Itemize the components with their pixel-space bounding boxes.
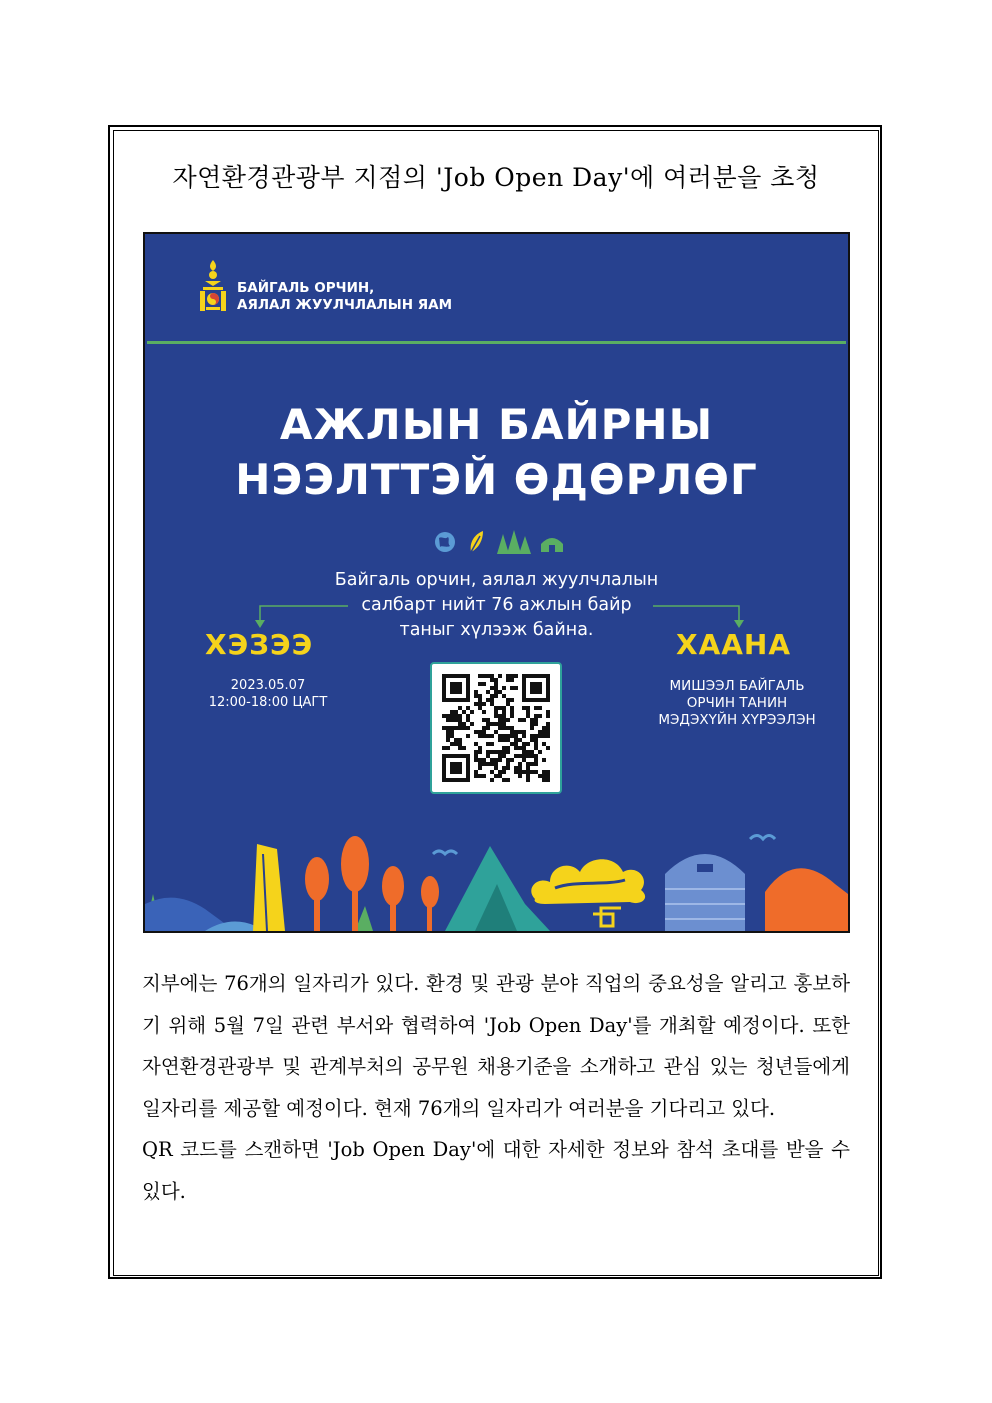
orange-trees-illustration bbox=[305, 836, 439, 931]
birds-illustration bbox=[433, 836, 775, 855]
ministry-line-1: БАЙГАЛЬ ОРЧИН, bbox=[237, 280, 375, 296]
description-line-1: Байгаль орчин, аялал жуулчлалын bbox=[334, 570, 659, 590]
globe-icon bbox=[435, 532, 455, 552]
left-arrow-icon bbox=[255, 606, 348, 628]
headline-line-2: НЭЭЛТТЭЙ ӨДӨРЛӨГ bbox=[235, 455, 758, 504]
event-location bbox=[627, 678, 847, 729]
location-line-1: МИШЭЭЛ БАЙГАЛЬ bbox=[669, 678, 805, 694]
qr-code[interactable] bbox=[430, 662, 562, 794]
sector-icons bbox=[433, 528, 573, 556]
leaf-icon bbox=[471, 531, 483, 552]
knot-ornament-illustration bbox=[593, 908, 621, 926]
when-label: ХЭЗЭЭ bbox=[205, 628, 314, 661]
location-line-3: МЭДЭХҮЙН ХҮРЭЭЛЭН bbox=[658, 712, 816, 728]
location-line-2: ОРЧИН ТАНИН bbox=[686, 695, 788, 711]
description-line-2: салбарт нийт 76 ажлын байр bbox=[361, 595, 632, 615]
cloud-illustration bbox=[531, 859, 645, 904]
header-divider bbox=[147, 341, 846, 344]
yellow-monument-illustration bbox=[253, 844, 285, 931]
landscape-illustration bbox=[145, 794, 848, 931]
job-open-day-poster bbox=[143, 232, 850, 933]
qr-code-pattern bbox=[442, 674, 550, 782]
event-date: 2023.05.07 bbox=[230, 678, 306, 693]
ministry-line-2: АЯЛАЛ ЖУУЛЧЛАЛЫН ЯАМ bbox=[237, 297, 453, 313]
ger-icon bbox=[541, 538, 563, 552]
body-paragraph-2: QR 코드를 스캔하면 'Job Open Day'에 대한 자세한 정보와 참석 초대를 받을 수 있다. bbox=[142, 1138, 850, 1203]
ministry-name bbox=[237, 280, 452, 314]
body-paragraph-1: 지부에는 76개의 일자리가 있다. 환경 및 관광 분야 직업의 중요성을 알리고 홍보하기 위해 5월 7일 관련 부서와 협력하여 'Job Open Day'를 개최할 예정이다. 또한 자연환경관광부 및 관계부처의 공무원 채용기준을 소개하고 관심 있는 청년들에게 일자리를 제공할 예정이다. 현재 76개의 일자리가 여러분을 기다리고 있다. bbox=[142, 972, 850, 1120]
document-body bbox=[142, 963, 850, 1212]
where-label: ХААНА bbox=[676, 628, 792, 661]
event-time: 12:00-18:00 ЦАГТ bbox=[208, 695, 328, 710]
event-datetime bbox=[203, 677, 333, 711]
right-arrow-icon bbox=[653, 606, 744, 628]
soyombo-logo-icon bbox=[197, 258, 229, 314]
ger-illustration bbox=[665, 854, 745, 931]
trees-icon bbox=[497, 530, 531, 554]
headline-line-1: АЖЛЫН БАЙРНЫ bbox=[279, 400, 714, 449]
document-title: 자연환경관광부 지점의 'Job Open Day'에 여러분을 초청 bbox=[172, 163, 820, 192]
description-line-3: таныг хүлээж байна. bbox=[399, 620, 594, 640]
